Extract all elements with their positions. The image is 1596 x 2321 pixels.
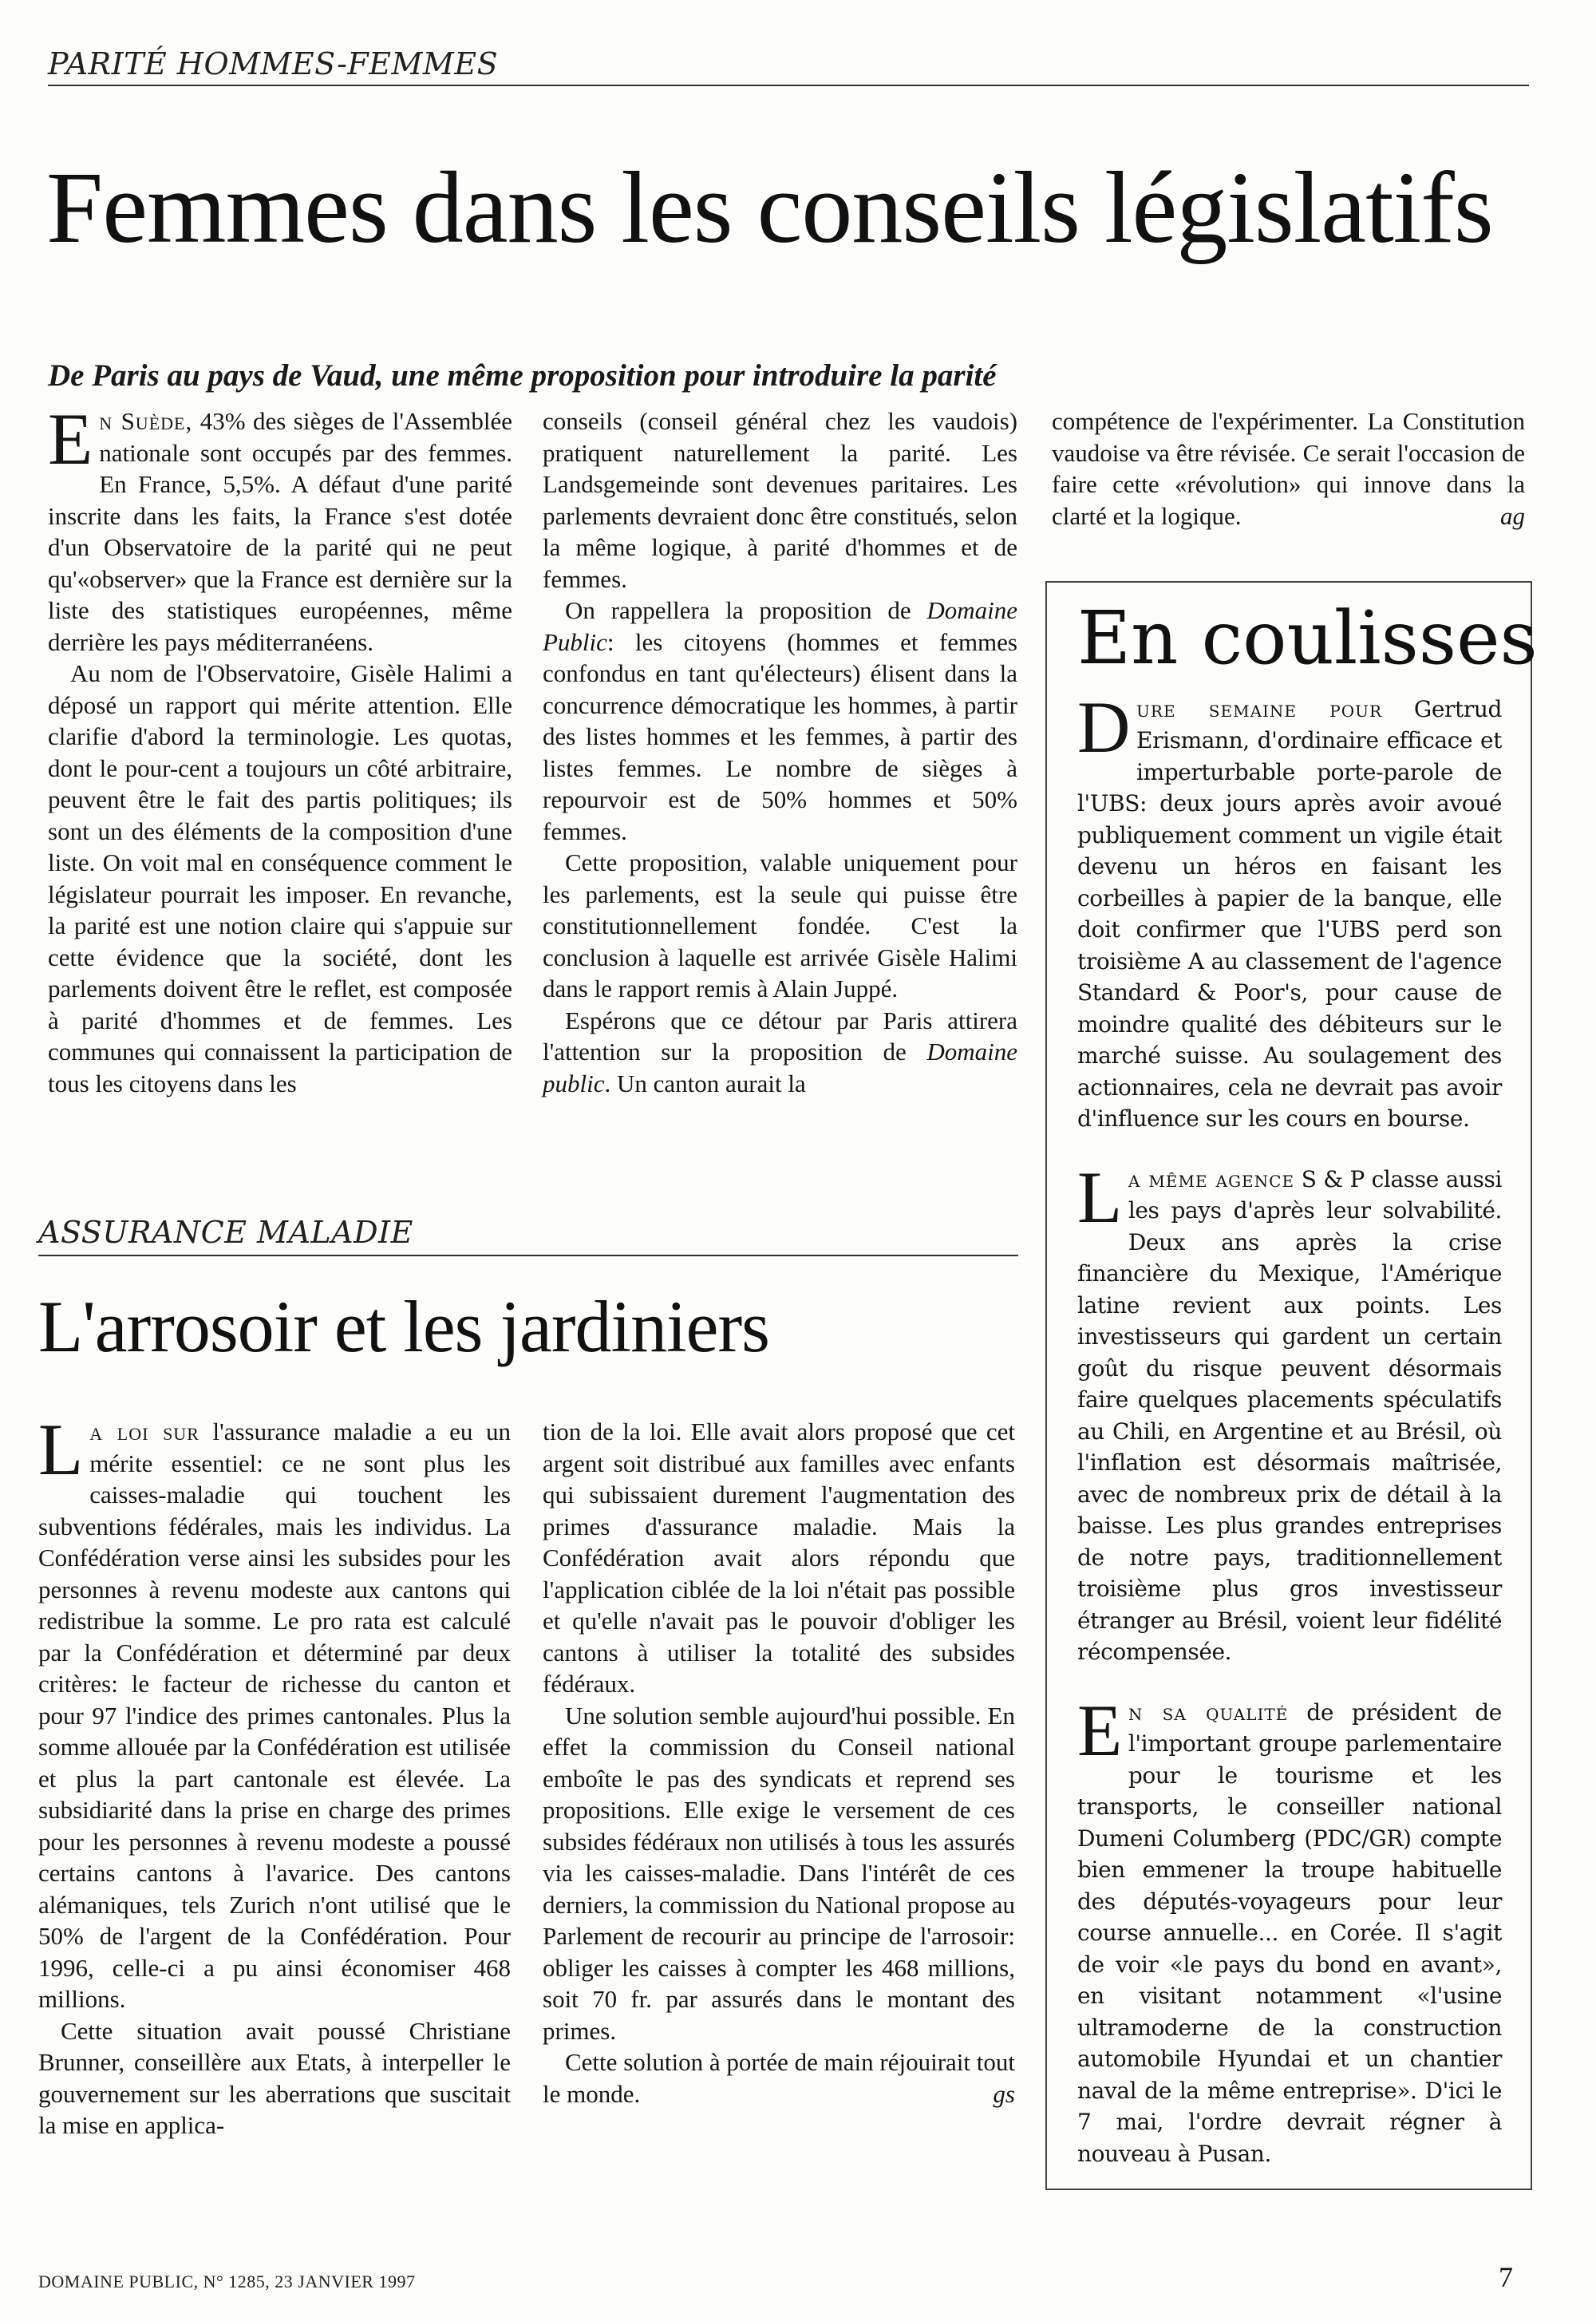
footer-publication: DOMAINE PUBLIC, N° 1285, 23 JANVIER 1997 — [38, 2272, 416, 2291]
article1-column-1 — [48, 398, 512, 1099]
article1-paragraph-5: Espérons que ce détour par Paris attirera l'attention sur la proposition de Domaine public. Un canton aurait la — [543, 1006, 1017, 1097]
article2-title: L'arrosoir et les jardiniers — [38, 1286, 769, 1367]
article2-column-2 — [543, 1416, 1015, 2109]
sidebar-item2-text: S & P classe aussi les pays d'après leur solvabilité. Deux ans après la crise financière du Mexique, l'Amérique latine revient aux points. Les investisseurs qui gardent un certain goût du risque peuvent désormais faire quelques placements spéculatifs au Chili, en Argentine et au Brésil, où l'inflation est désormais maîtrisée, avec de nombreux prix de détail à la baisse. Les plus grandes entreprises de notre pays, traditionnellement troisième plus gros investisseur étranger au Brésil, voient leur fidélité récompensée. — [1077, 1165, 1503, 1666]
article1-signature: ag — [1500, 501, 1525, 530]
article1-paragraph-2: Au nom de l'Observatoire, Gisèle Halimi a déposé un rapport qui mérite attention. Elle clarifie d'abord la terminologie. Les quotas, dont le pour-cent a toujours un côté arbitraire, peuvent être le fait des partis politiques; ils sont un des éléments de la composition d'une liste. On voit mal en conséquence comment le législateur pourrait les imposer. En revanche, la parité est une notion claire qui s'appuie sur cette évidence que la société, dont les parlements doivent être le reflet, est composée à parité d'hommes et de femmes. Les communes qui connaissent la participation de tous les citoyens dans les — [48, 659, 512, 1097]
article2-paragraph-4: Cette solution à portée de main réjouirait tout le monde. — [543, 2048, 1015, 2108]
article2-column-1 — [38, 1409, 511, 2141]
sidebar-item1-text: Gertrud Erismann, d'ordinaire efficace et imperturbable porte-parole de l'UBS: deux jours après avoir avoué publiquement comment un vigile était devenu un héros en faisant les corbeilles à papier de la banque, elle doit confirmer que l'UBS perd son troisième A au classement de l'agence Standard & Poor's, pour cause de moindre qualité des débiteurs sur le marché suisse. Au soulagement des actionnaires, cela ne devrait pas avoir d'influence sur les cours en bourse. — [1077, 695, 1502, 1133]
article2-kicker-rule — [38, 1255, 1018, 1256]
sidebar-item-3 — [1077, 1689, 1502, 2170]
article2-paragraph-1: l'assurance maladie a eu un mérite essentiel: ce ne sont plus les caisses-maladie qui touchent les subventions fédérales, mais les individus. La Confédération verse ainsi les subsides pour les personnes à revenu modeste aux cantons qui redistribue la somme. Le pro rata est calculé par la Confédération et déterminé par deux critères: le facteur de richesse du canton et pour 97 l'indice des primes cantonales. Plus la somme allouée par la Confédération est utilisée et plus la part cantonale est élevée. La subsidiarité dans la prise en charge des primes pour les personnes à revenu modeste a poussé certains cantons à l'avarice. Des cantons alémaniques, tels Zurich n'ont utilisé que le 50% de l'argent de la Confédération. Pour 1996, celle-ci a pu ainsi économiser 468 millions. — [38, 1418, 511, 2013]
article1-lead: n Suède, — [99, 407, 193, 435]
article2-kicker: ASSURANCE MALADIE — [38, 1215, 413, 1250]
article2-signature: gs — [993, 2079, 1015, 2108]
article2-paragraph-2-continued: tion de la loi. Elle avait alors proposé que cet argent soit distribué aux familles avec enfants qui subissaient durement l'augmentation des primes d'assurance maladie. Mais la Confédération avait alors répondu que l'application ciblée de la loi n'était pas possible et qu'elle n'avait pas le pouvoir d'obliger les cantons à utiliser la totalité des subsides fédéraux. — [543, 1418, 1015, 1698]
article1-column-2 — [543, 405, 1017, 1099]
sidebar-item2-lead: a même agence — [1128, 1165, 1295, 1192]
article2-lead: a loi sur — [89, 1418, 200, 1445]
sidebar-item-1 — [1077, 686, 1502, 1135]
article1-standfirst: De Paris au pays de Vaud, une même proposition pour introduire la parité — [48, 358, 997, 393]
article1-column-3 — [1052, 405, 1525, 532]
article2-paragraph-2: Cette situation avait poussé Christiane Brunner, conseillère aux Etats, à interpeller le gouvernement sur les aberrations que suscitait la mise en applica- — [38, 2016, 511, 2139]
domaine-public-ref-2: Domaine public — [543, 1038, 1017, 1097]
article1-paragraph-4: Cette proposition, valable uniquement pour les parlements, est la seule qui puisse être constitutionnellement fondée. C'est la conclusion à laquelle est arrivée Gisèle Halimi dans le rapport remis à Alain Juppé. — [543, 848, 1017, 1002]
sidebar-item2-dropcap: L — [1077, 1156, 1122, 1238]
article1-title: Femmes dans les conseils législatifs — [46, 151, 1493, 264]
domaine-public-ref: Domaine Public — [543, 596, 1017, 656]
sidebar-en-coulisses — [1045, 581, 1538, 2190]
article1-dropcap: E — [48, 398, 93, 480]
page-number: 7 — [1499, 2261, 1513, 2293]
article2-paragraph-3: Une solution semble aujourd'hui possible. En effet la commission du Conseil national emboîte le pas des syndicats et reprend ses propositions. Elle exige le versement de ces subsides fédéraux non utilisés à tous les assurés via les caisses-maladie. Dans l'intérêt de ces derniers, la commission du National propose au Parlement de recourir au principe de l'arrosoir: obliger les caisses à compter les 468 millions, soit 70 fr. par assurés dans le montant des primes. — [543, 1701, 1015, 2045]
sidebar-item3-text: de président de l'important groupe parlementaire pour le tourisme et les transports, le conseiller national Dumeni Columberg (PDC/GR) compte bien emmener la troupe habituelle des députés-voyageurs pour leur course annuelle... en Corée. Il s'agit de voir «le pays du bond en avant», en visitant notamment «l'usine ultramoderne de la construction automobile Hyundai et un chantier naval de la même entreprise». D'ici le 7 mai, l'ordre devrait régner à nouveau à Pusan. — [1077, 1698, 1502, 2167]
sidebar-item-2 — [1077, 1156, 1503, 1668]
sidebar-item3-lead: n sa qualité — [1128, 1698, 1289, 1726]
sidebar-body — [1077, 686, 1503, 2170]
article1-paragraph-3: On rappellera la proposition de Domaine Public: les citoyens (hommes et femmes confondus en tant qu'électeurs) élisent dans la concurrence démocratique les hommes, à partir des listes hommes et les femmes, à partir des listes femmes. Le nombre de sièges à repourvoir est de 50% hommes et 50% femmes. — [543, 596, 1017, 845]
sidebar-item1-lead: ure semaine pour — [1136, 695, 1383, 722]
sidebar-title: En coulisses — [1077, 595, 1538, 681]
article1-paragraph-2-continued: conseils (conseil général chez les vaudois) pratiquent naturellement la parité. Les Landsgemeinde sont devenues paritaires. Les parlements devraient donc être constitués, selon la même logique, à parité d'hommes et de femmes. — [543, 407, 1017, 593]
kicker-rule — [48, 85, 1529, 86]
sidebar-item1-dropcap: D — [1077, 686, 1131, 768]
article2-dropcap: L — [38, 1409, 84, 1490]
article1-paragraph-1: 43% des sièges de l'Assemblée nationale sont occupés par des femmes. En France, 5,5%. A défaut d'une parité inscrite dans les faits, la France s'est dotée d'un Observatoire de la parité qui ne peut qu'«observer» que la France est dernière sur la liste des statistiques européennes, même derrière les pays méditerranéens. — [48, 407, 512, 656]
article1-paragraph-5-continued: compétence de l'expérimenter. La Constitution vaudoise va être révisée. Ce serait l'occasion de faire cette «révolution» qui innove dans la clarté et la logique. — [1052, 407, 1525, 530]
article1-kicker: PARITÉ HOMMES-FEMMES — [48, 46, 499, 81]
sidebar-item3-dropcap: E — [1077, 1689, 1122, 1771]
